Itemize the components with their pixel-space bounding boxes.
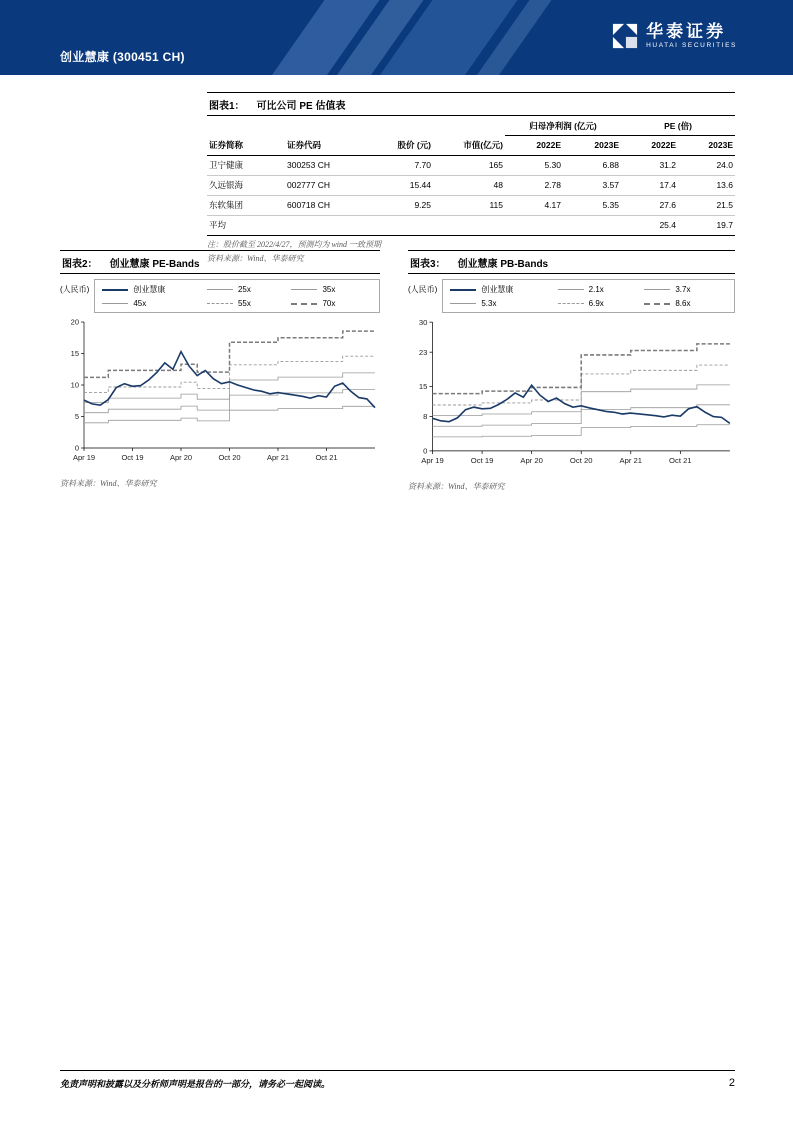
cell-pe-2023e: 19.7 xyxy=(678,215,735,235)
col-header-mktcap: 市值(亿元) xyxy=(433,136,505,156)
cell-mktcap: 115 xyxy=(433,195,505,215)
legend-line-sample xyxy=(102,303,128,304)
svg-text:Apr 21: Apr 21 xyxy=(266,453,290,462)
logo-text xyxy=(646,22,737,49)
cell-np-2023e xyxy=(563,215,621,235)
table-note: 注：股价截至 2022/4/27，预测均为 wind 一致预期 xyxy=(207,239,382,249)
legend-label: 70x xyxy=(322,299,336,308)
legend-label: 6.9x xyxy=(588,299,604,308)
pb-bands-chart-section xyxy=(408,250,735,492)
svg-text:Oct 21: Oct 21 xyxy=(315,453,338,462)
cell-pe-2023e: 13.6 xyxy=(678,175,735,195)
cell-price: 7.70 xyxy=(371,155,433,175)
cell-pe-2022e: 31.2 xyxy=(621,155,678,175)
svg-text:30: 30 xyxy=(418,317,428,327)
logo-name-en: HUATAI SECURITIES xyxy=(646,41,737,49)
svg-text:Apr 21: Apr 21 xyxy=(619,456,643,466)
col-header-pe-2022e: 2022E xyxy=(621,136,678,156)
cell-mktcap xyxy=(433,215,505,235)
col-header-price: 股价 (元) xyxy=(371,136,433,156)
cell-np-2023e: 3.57 xyxy=(563,175,621,195)
legend-line-sample xyxy=(291,289,317,290)
figure3-label: 图表3： xyxy=(410,259,446,270)
table-column-header-row xyxy=(207,136,735,156)
legend-label: 35x xyxy=(322,285,336,294)
legend-line-sample xyxy=(450,303,476,304)
svg-text:Oct 21: Oct 21 xyxy=(669,456,692,466)
cell-price: 15.44 xyxy=(371,175,433,195)
legend-label: 3.7x xyxy=(675,285,691,294)
legend-label: 55x xyxy=(237,299,251,308)
svg-text:15: 15 xyxy=(418,382,428,392)
group-header-spacer xyxy=(207,116,505,136)
band-line-70x xyxy=(84,331,375,377)
legend-item xyxy=(644,299,727,308)
table-source: 资料来源：Wind、华泰研究 xyxy=(207,253,304,263)
legend-label: 创业慧康 xyxy=(481,285,514,294)
group-header-pe: PE (倍) xyxy=(621,116,735,136)
pb-bands-legend xyxy=(442,279,735,313)
legend-item xyxy=(291,299,372,308)
cell-name: 平均 xyxy=(207,215,285,235)
figure2-label: 图表2： xyxy=(62,259,98,270)
cell-np-2023e: 6.88 xyxy=(563,155,621,175)
legend-item xyxy=(291,284,372,295)
svg-text:15: 15 xyxy=(70,349,79,359)
cell-ticker: 600718 CH xyxy=(285,195,371,215)
svg-text:Oct 20: Oct 20 xyxy=(569,456,593,466)
table-row xyxy=(207,155,735,175)
figure2-title: 创业慧康 PE-Bands xyxy=(109,259,200,270)
band-line-8.6x xyxy=(433,344,730,394)
pe-bands-chart xyxy=(60,316,380,466)
legend-label: 8.6x xyxy=(675,299,691,308)
stock-title: 创业慧康 (300451 CH) xyxy=(60,50,185,64)
legend-item xyxy=(450,299,553,308)
pb-bands-chart-top xyxy=(408,279,735,313)
cell-np-2022e: 2.78 xyxy=(505,175,563,195)
svg-text:Apr 20: Apr 20 xyxy=(520,456,543,466)
cell-np-2023e: 5.35 xyxy=(563,195,621,215)
legend-item xyxy=(558,284,641,295)
legend-line-sample xyxy=(558,289,584,290)
col-header-np-2022e: 2022E xyxy=(505,136,563,156)
cell-price: 9.25 xyxy=(371,195,433,215)
legend-line-sample xyxy=(558,303,584,304)
legend-line-sample xyxy=(102,289,128,291)
svg-text:5: 5 xyxy=(74,412,79,422)
legend-item xyxy=(207,299,288,308)
svg-text:Oct 19: Oct 19 xyxy=(121,453,144,462)
pe-bands-chart-section xyxy=(60,250,380,489)
footer-disclaimer: 免责声明和披露以及分析师声明是报告的一部分，请务必一起阅读。 xyxy=(60,1079,331,1089)
cell-pe-2022e: 27.6 xyxy=(621,195,678,215)
pe-bands-source: 资料来源：Wind、华泰研究 xyxy=(60,479,157,488)
pe-valuation-table-section xyxy=(207,92,735,264)
legend-line-sample xyxy=(207,289,233,290)
figure1-title-bar xyxy=(207,92,735,116)
cell-ticker: 002777 CH xyxy=(285,175,371,195)
svg-text:Apr 19: Apr 19 xyxy=(72,453,96,462)
col-header-name: 证券简称 xyxy=(207,136,285,156)
cell-pe-2022e: 17.4 xyxy=(621,175,678,195)
cell-np-2022e: 4.17 xyxy=(505,195,563,215)
cell-name: 久远银海 xyxy=(207,175,285,195)
group-header-net-profit: 归母净利润 (亿元) xyxy=(505,116,621,136)
legend-item xyxy=(644,284,727,295)
cell-ticker: 300253 CH xyxy=(285,155,371,175)
legend-item xyxy=(450,284,553,295)
huatai-logo-icon xyxy=(612,23,638,49)
cell-pe-2022e: 25.4 xyxy=(621,215,678,235)
svg-text:0: 0 xyxy=(423,446,428,456)
pb-bands-chart xyxy=(408,316,735,469)
cell-pe-2023e: 21.5 xyxy=(678,195,735,215)
pe-valuation-table xyxy=(207,116,735,236)
legend-line-sample xyxy=(644,289,670,290)
svg-text:10: 10 xyxy=(70,380,79,390)
pe-bands-ylabel: (人民币) xyxy=(60,285,90,294)
legend-line-sample xyxy=(644,303,670,305)
cell-mktcap: 165 xyxy=(433,155,505,175)
cell-ticker xyxy=(285,215,371,235)
svg-text:Oct 19: Oct 19 xyxy=(470,456,494,466)
svg-text:0: 0 xyxy=(74,443,79,453)
cell-mktcap: 48 xyxy=(433,175,505,195)
table-row xyxy=(207,195,735,215)
pe-bands-legend xyxy=(94,279,380,313)
logo-name-cn: 华泰证券 xyxy=(646,22,727,41)
legend-item xyxy=(558,299,641,308)
table-row xyxy=(207,175,735,195)
legend-label: 5.3x xyxy=(481,299,497,308)
svg-text:Oct 20: Oct 20 xyxy=(218,453,241,462)
pb-bands-ylabel: (人民币) xyxy=(408,285,438,294)
cell-np-2022e xyxy=(505,215,563,235)
legend-item xyxy=(102,299,203,308)
cell-np-2022e: 5.30 xyxy=(505,155,563,175)
figure2-title-bar xyxy=(60,250,380,274)
svg-text:8: 8 xyxy=(423,412,428,422)
figure1-title: 可比公司 PE 估值表 xyxy=(256,101,346,112)
cell-name: 卫宁健康 xyxy=(207,155,285,175)
huatai-logo xyxy=(612,22,737,49)
legend-label: 创业慧康 xyxy=(133,285,166,294)
svg-text:Apr 19: Apr 19 xyxy=(421,456,444,466)
legend-item xyxy=(207,284,288,295)
cell-price xyxy=(371,215,433,235)
figure3-title-bar xyxy=(408,250,735,274)
svg-text:20: 20 xyxy=(70,317,79,327)
col-header-np-2023e: 2023E xyxy=(563,136,621,156)
legend-line-sample xyxy=(291,303,317,305)
report-header xyxy=(0,0,793,75)
report-footer xyxy=(60,1070,735,1090)
cell-name: 东软集团 xyxy=(207,195,285,215)
legend-item xyxy=(102,284,203,295)
legend-label: 2.1x xyxy=(588,285,604,294)
table-row-average xyxy=(207,215,735,235)
pb-bands-source: 资料来源：Wind、华泰研究 xyxy=(408,482,505,492)
col-header-ticker: 证券代码 xyxy=(285,136,371,156)
legend-line-sample xyxy=(450,289,476,291)
svg-text:23: 23 xyxy=(418,347,428,357)
svg-text:Apr 20: Apr 20 xyxy=(169,453,193,462)
figure3-title: 创业慧康 PB-Bands xyxy=(457,259,549,270)
legend-label: 45x xyxy=(133,299,147,308)
legend-line-sample xyxy=(207,303,233,304)
pe-bands-chart-top xyxy=(60,279,380,313)
figure1-label: 图表1： xyxy=(209,101,245,112)
page-number: 2 xyxy=(728,1077,735,1089)
col-header-pe-2023e: 2023E xyxy=(678,136,735,156)
legend-label: 25x xyxy=(237,285,251,294)
table-group-header-row xyxy=(207,116,735,136)
cell-pe-2023e: 24.0 xyxy=(678,155,735,175)
